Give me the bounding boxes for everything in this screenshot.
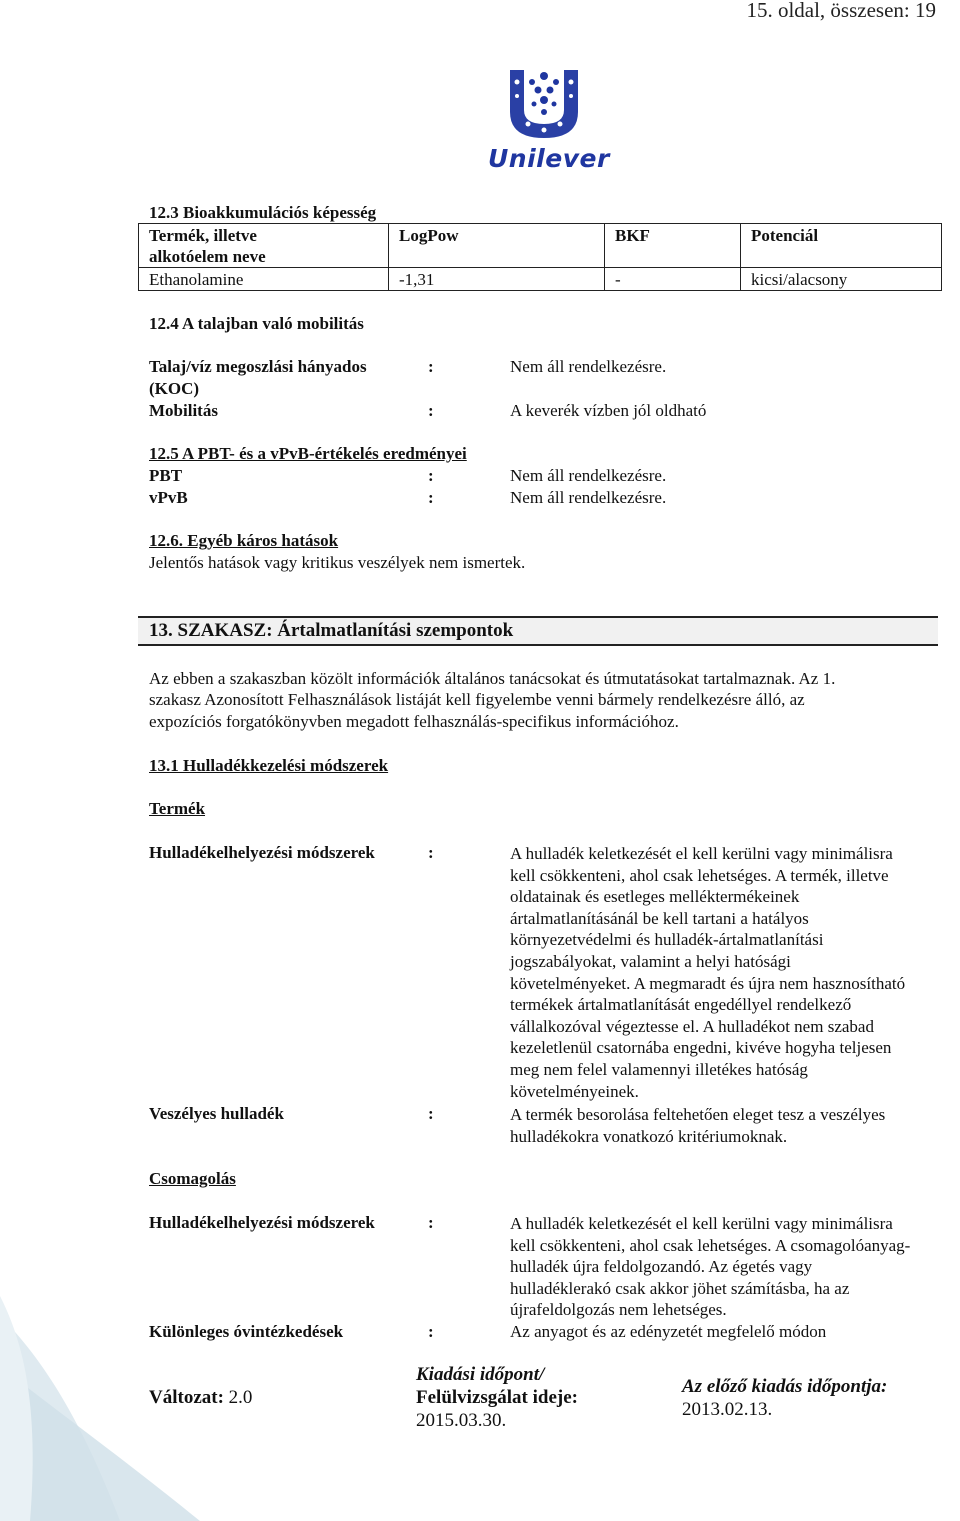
packaging-line: hulladéklerakó csak akkor jöhet számításba, ha az xyxy=(510,1278,850,1298)
packaging-disposal-text xyxy=(510,1213,910,1321)
header-bkf: BKF xyxy=(605,224,741,268)
disposal-line: követelményeket. A megmaradt és újra nem hasznosítható xyxy=(510,973,906,993)
koc-sep: : xyxy=(428,357,434,376)
mobility-label: Mobilitás xyxy=(149,401,218,420)
unilever-logo xyxy=(488,62,610,180)
disposal-line: A hulladék keletkezését el kell kerülni vagy minimálisra xyxy=(510,844,893,863)
packaging-line: A hulladék keletkezését el kell kerülni vagy minimálisra xyxy=(510,1214,893,1233)
packaging-line: újrafeldolgozás nem lehetséges. xyxy=(510,1300,727,1320)
footer-prev-value: 2013.02.13. xyxy=(682,1399,773,1420)
brand-wordmark: Unilever xyxy=(488,144,610,173)
packaging-disposal-sep: : xyxy=(428,1213,434,1232)
vpvb-sep: : xyxy=(428,488,434,507)
section-12-6-text: Jelentős hatások vagy kritikus veszélyek nem ismertek. xyxy=(149,553,526,572)
koc-value: Nem áll rendelkezésre. xyxy=(510,357,667,376)
footer-version xyxy=(149,1387,252,1409)
disposal-line: vállalkozóval végeztesse el. A hulladékot nem szabad xyxy=(510,1016,874,1036)
footer-prev-label: Az előző kiadás időpontja: xyxy=(682,1376,888,1397)
disposal-line: kezeletlenül csatornába engedni, kivéve hogyha teljesen xyxy=(510,1038,892,1058)
section-13-intro-line-3: expozíciós forgatókönyvben megadott felhasználás-specifikus információhoz. xyxy=(149,712,679,731)
pbt-sep: : xyxy=(428,466,434,485)
special-precautions-label: Különleges óvintézkedések xyxy=(149,1322,344,1341)
header-name-line-2: alkotóelem neve xyxy=(149,247,266,266)
cell-name: Ethanolamine xyxy=(139,268,389,291)
section-13-title: 13. SZAKASZ: Ártalmatlanítási szempontok xyxy=(149,620,514,641)
footer-version-label: Változat: xyxy=(149,1387,224,1408)
packaging-line: hulladék újra feldolgozandó. Az égetés vagy xyxy=(510,1257,813,1277)
header-potencial: Potenciál xyxy=(741,224,942,268)
mobility-sep: : xyxy=(428,401,434,420)
disposal-line: környezetvédelmi és hulladék-ártalmatlanítási xyxy=(510,930,824,950)
table-header-row xyxy=(139,224,942,268)
disposal-line: kell csökkenteni, ahol csak lehetséges. A termék, illetve xyxy=(510,865,889,885)
section-13-intro-line-1: Az ebben a szakaszban közölt információk általános tanácsokat és útmutatásokat tartalmaznak. Az 1. xyxy=(149,669,836,688)
header-name-line-1: Termék, illetve xyxy=(149,226,257,245)
koc-label-2: (KOC) xyxy=(149,379,200,398)
footer-version-value: 2.0 xyxy=(228,1387,253,1408)
bioaccumulation-table xyxy=(138,223,942,291)
hazardous-waste-line: A termék besorolása feltehetően eleget tesz a veszélyes xyxy=(510,1105,886,1124)
footer-issue-label-2: Felülvizsgálat ideje: xyxy=(416,1387,578,1408)
cell-logpow: -1,31 xyxy=(389,268,605,291)
page-counter: 15. oldal, összesen: 19 xyxy=(746,0,936,22)
footer-issue-label-1: Kiadási időpont/ xyxy=(416,1364,545,1385)
disposal-text xyxy=(510,843,905,1102)
hazardous-waste-sep: : xyxy=(428,1104,434,1123)
header-name xyxy=(139,224,389,268)
table-row xyxy=(139,268,942,291)
hazardous-waste-label: Veszélyes hulladék xyxy=(149,1104,284,1123)
section-13-intro-line-2: szakasz Azonosított Felhasználások listáját kell figyelembe venni bármely rendelkezésre álló, az xyxy=(149,690,805,709)
pbt-label: PBT xyxy=(149,466,183,485)
koc-label: Talaj/víz megoszlási hányados xyxy=(149,357,367,376)
disposal-label: Hulladékelhelyezési módszerek xyxy=(149,843,375,862)
section-13-rule-top xyxy=(138,616,938,618)
mobility-value: A keverék vízben jól oldható xyxy=(510,401,707,420)
disposal-line: követelményeinek. xyxy=(510,1081,639,1101)
cell-bkf: - xyxy=(605,268,741,291)
disposal-line: termékek ártalmatlanítását engedéllyel rendelkező xyxy=(510,995,852,1015)
cell-potencial: kicsi/alacsony xyxy=(741,268,942,291)
section-12-5-title: 12.5 A PBT- és a vPvB-értékelés eredményei xyxy=(149,444,467,463)
disposal-line: oldatainak és esetleges melléktermékeinek xyxy=(510,887,800,907)
pbt-value: Nem áll rendelkezésre. xyxy=(510,466,667,485)
disposal-line: meg nem felel valamennyi illetékes hatóság xyxy=(510,1059,808,1079)
packaging-subheading: Csomagolás xyxy=(149,1169,236,1188)
section-12-4-title: 12.4 A talajban való mobilitás xyxy=(149,314,364,333)
packaging-disposal-label: Hulladékelhelyezési módszerek xyxy=(149,1213,375,1232)
disposal-sep: : xyxy=(428,843,434,862)
footer-issue-value: 2015.03.30. xyxy=(416,1410,507,1431)
section-12-3-title: 12.3 Bioakkumulációs képesség xyxy=(149,203,377,222)
packaging-line: kell csökkenteni, ahol csak lehetséges. A csomagolóanyag- xyxy=(510,1235,911,1255)
vpvb-label: vPvB xyxy=(149,488,188,507)
section-13-rule-bottom xyxy=(138,644,938,646)
hazardous-waste-text xyxy=(510,1104,885,1147)
special-precautions-sep: : xyxy=(428,1322,434,1341)
product-subheading: Termék xyxy=(149,799,206,818)
header-logpow: LogPow xyxy=(389,224,605,268)
disposal-line: jogszabályokat, valamint a helyi hatósági xyxy=(510,951,791,971)
hazardous-waste-line: hulladékokra vonatkozó kritériumoknak. xyxy=(510,1126,788,1146)
vpvb-value: Nem áll rendelkezésre. xyxy=(510,488,667,507)
disposal-line: ártalmatlanításánál be kell tartani a hatályos xyxy=(510,908,809,928)
section-13-1-title: 13.1 Hulladékkezelési módszerek xyxy=(149,756,389,775)
section-12-6-title: 12.6. Egyéb káros hatások xyxy=(149,531,339,550)
special-precautions-value: Az anyagot és az edényzetét megfelelő módon xyxy=(510,1322,827,1341)
